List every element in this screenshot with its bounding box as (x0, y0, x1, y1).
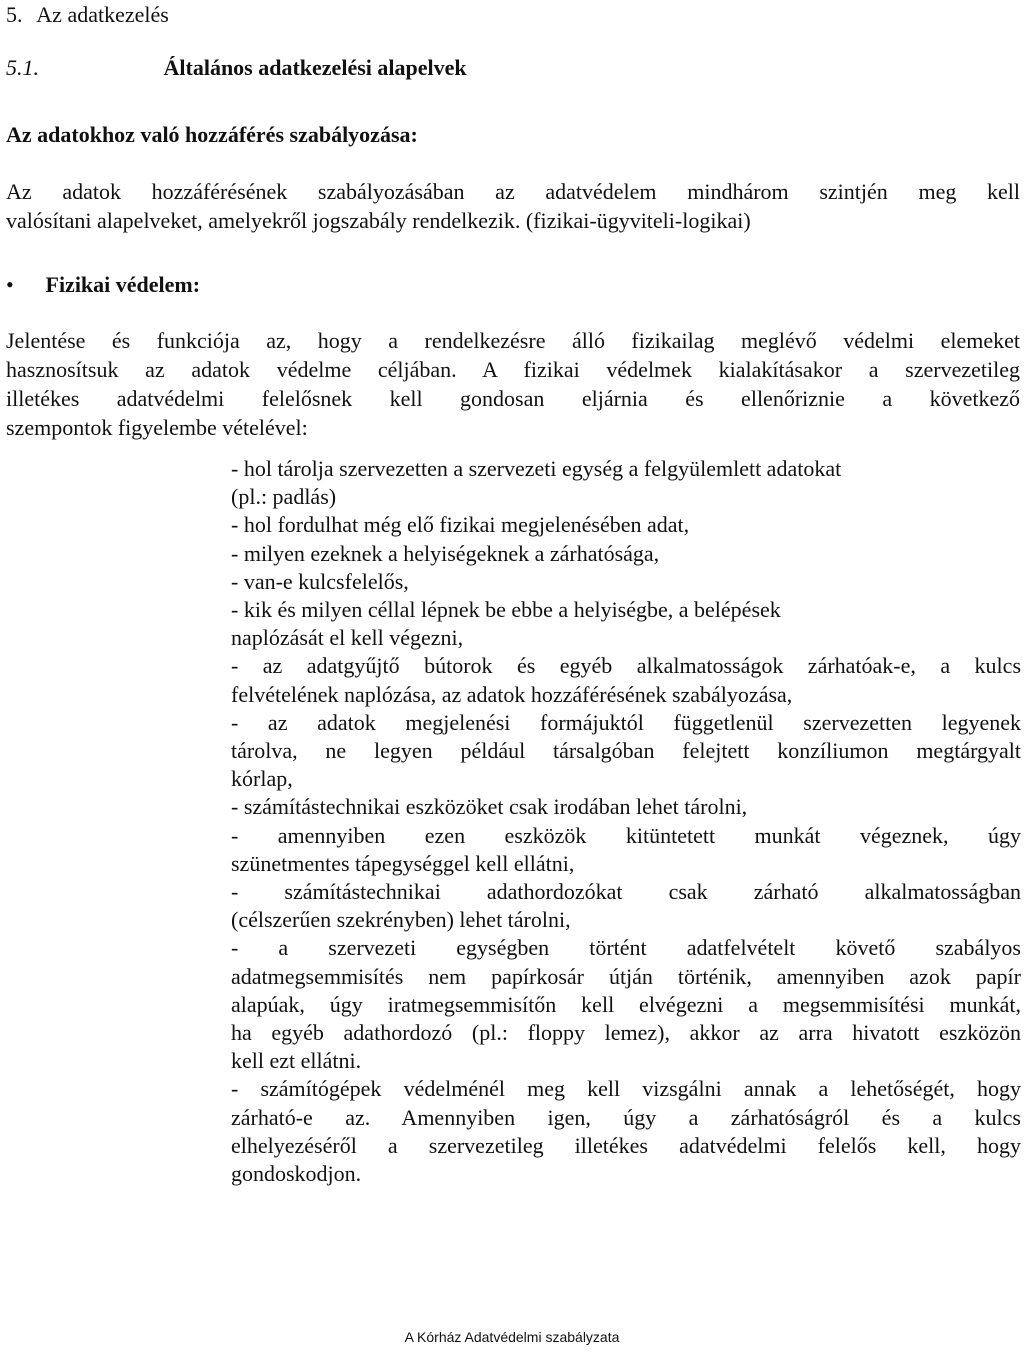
list-line: - amennyiben ezen eszközök kitüntetett munkát végeznek, úgy (231, 822, 1021, 848)
list-line: - hol tárolja szervezetten a szervezeti egység a felgyülemlett adatokat (231, 456, 842, 481)
paragraph-line: szempontok figyelembe vételével: (6, 415, 308, 440)
section-title: Az adatkezelés (36, 2, 169, 27)
intro-line: valósítani alapelveket, amelyekről jogszabály rendelkezik. (fizikai-ügyviteli-logikai) (6, 208, 751, 233)
access-heading: Az adatokhoz való hozzáférés szabályozása: (6, 122, 418, 147)
intro-line: Az adatok hozzáférésének szabályozásában az adatvédelem mindhárom szintjén meg kell (6, 179, 1020, 204)
list-line: (pl.: padlás) (231, 484, 337, 510)
subsection-title: Általános adatkezelési alapelvek (163, 55, 467, 80)
list-line: tárolva, ne legyen például társalgóban felejtett konzíliumon megtárgyalt (231, 738, 1021, 764)
section-heading (6, 2, 169, 28)
list-line: naplózását el kell végezni, (231, 625, 464, 651)
bullet-label: Fizikai védelem: (45, 272, 201, 297)
list-line: szünetmentes tápegységgel kell ellátni, (231, 850, 575, 876)
subsection-number: 5.1. (6, 55, 39, 80)
list-line: - hol fordulhat még elő fizikai megjelenésében adat, (231, 512, 690, 538)
intro-paragraph (6, 177, 1020, 235)
list-line: - számítástechnikai eszközöket csak irodában lehet tárolni, (231, 794, 748, 820)
section-number: 5. (6, 2, 23, 27)
list-line: - az adatok megjelenési formájuktól függetlenül szervezetten legyenek (231, 709, 1021, 735)
paragraph-line: hasznosítsuk az adatok védelme céljában. A fizikai védelmek kialakításakor a szervezetileg (6, 357, 1020, 382)
list-line: - van-e kulcsfelelős, (231, 568, 409, 594)
list-line: ha egyéb adathordozó (pl.: floppy lemez), akkor az arra hivatott eszközön (231, 1020, 1021, 1046)
subsection-heading (6, 55, 467, 81)
list-line: - milyen ezeknek a helyiségeknek a zárhatósága, (231, 540, 660, 566)
bullet-icon: • (6, 272, 14, 297)
list-line: (célszerűen szekrényben) lehet tárolni, (231, 907, 571, 933)
physical-protection-paragraph (6, 326, 1020, 442)
list-line: - kik és milyen céllal lépnek be ebbe a helyiségbe, a belépések (231, 597, 781, 623)
list-line: alapúak, úgy iratmegsemmisítőn kell elvégezni a megsemmisítési munkát, (231, 991, 1021, 1017)
list-line: zárható-e az. Amennyiben igen, úgy a zárhatóságról és a kulcs (231, 1104, 1021, 1130)
criteria-list (231, 455, 1021, 1188)
list-line: - a szervezeti egységben történt adatfelvételt követő szabályos (231, 935, 1021, 961)
list-line: gondoskodjon. (231, 1161, 362, 1187)
list-line: adatmegsemmisítés nem papírkosár útján történik, amennyiben azok papír (231, 963, 1021, 989)
list-line: felvételének naplózása, az adatok hozzáférésének szabályozása, (231, 681, 793, 707)
paragraph-line: illetékes adatvédelmi felelősnek kell gondosan eljárnia és ellenőriznie a következő (6, 386, 1020, 411)
list-line: elhelyezéséről a szervezetileg illetékes adatvédelmi felelős kell, hogy (231, 1132, 1021, 1158)
page-footer: A Kórház Adatvédelmi szabályzata (404, 1329, 620, 1345)
paragraph-line: Jelentése és funkciója az, hogy a rendelkezésre álló fizikailag meglévő védelmi elemeket (6, 328, 1020, 353)
list-line: kórlap, (231, 766, 293, 792)
list-line: - az adatgyűjtő bútorok és egyéb alkalmatosságok zárhatóak-e, a kulcs (231, 653, 1021, 679)
bullet-heading (6, 272, 200, 298)
list-line: kell ezt ellátni. (231, 1048, 362, 1074)
list-line: - számítástechnikai adathordozókat csak zárható alkalmatosságban (231, 879, 1021, 905)
list-line: - számítógépek védelménél meg kell vizsgálni annak a lehetőségét, hogy (231, 1076, 1021, 1102)
